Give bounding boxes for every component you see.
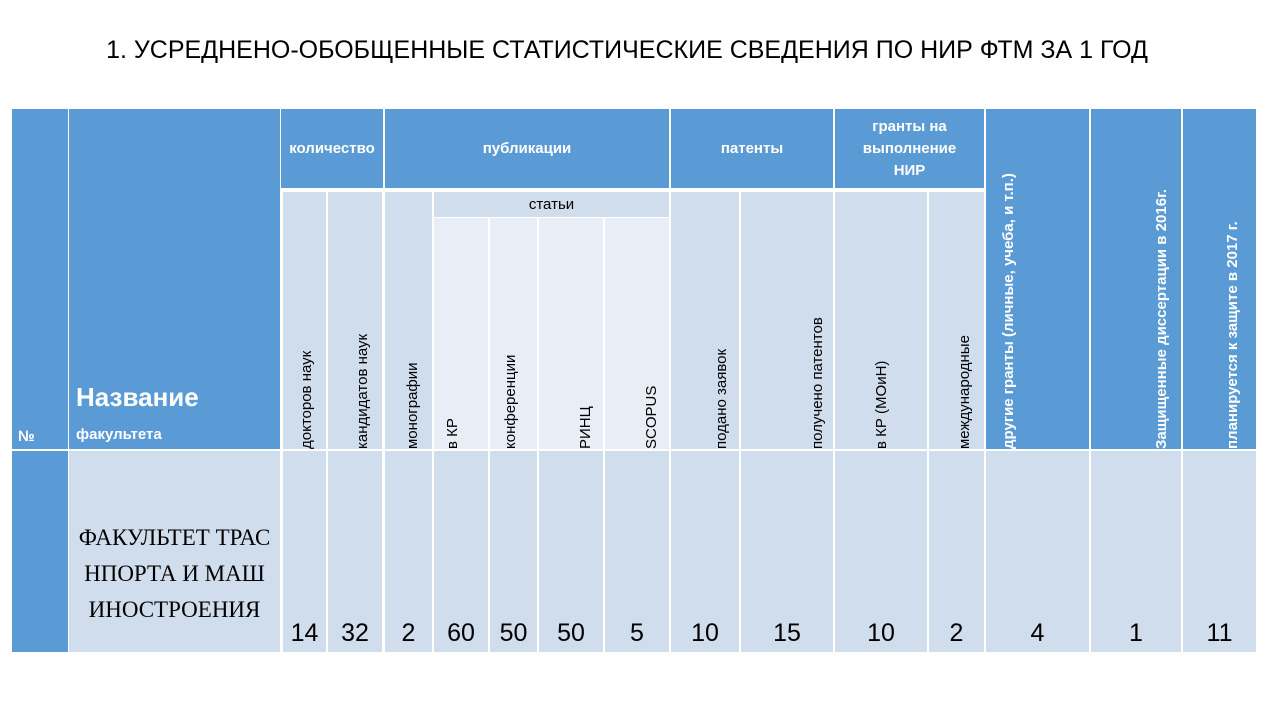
cell-scopus: 5 bbox=[605, 451, 669, 652]
cell-candidates: 32 bbox=[328, 451, 382, 652]
header-patents-label: патенты bbox=[720, 139, 784, 157]
subheader-grants-kr: в КР (МОиН) bbox=[835, 192, 927, 449]
header-grants bbox=[835, 109, 984, 188]
header-grants-label: гранты на выполнение НИР bbox=[862, 117, 957, 179]
cell-received: 15 bbox=[741, 451, 833, 652]
subheader-rinc: РИНЦ bbox=[539, 218, 603, 449]
cell-filed: 10 bbox=[671, 451, 739, 652]
cell-grants-kr: 10 bbox=[835, 451, 927, 652]
cell-rinc: 50 bbox=[539, 451, 603, 652]
header-name-title: Название bbox=[76, 382, 199, 412]
header-defended-label: Защищенные диссертации в 2016г. bbox=[1153, 189, 1170, 449]
row-faculty-label: ФАКУЛЬТЕТ ТРАСНПОРТА И МАШИНОСТРОЕНИЯ bbox=[78, 524, 271, 622]
header-other-grants-label: другие гранты (личные, учеба, и т.п.) bbox=[1000, 173, 1017, 449]
row-faculty-name bbox=[69, 451, 280, 652]
subheader-articles-label: статьи bbox=[528, 196, 575, 213]
subheader-filed: подано заявок bbox=[671, 192, 739, 449]
subheader-international: международные bbox=[929, 192, 984, 449]
subheader-monographs: монографии bbox=[385, 192, 432, 449]
header-count-label: количество bbox=[289, 139, 375, 157]
subheader-candidates: кандидатов наук bbox=[328, 192, 382, 449]
header-name-subtitle: факультета bbox=[76, 426, 162, 443]
header-defended bbox=[1091, 109, 1181, 449]
cell-monographs: 2 bbox=[385, 451, 432, 652]
page-title: 1. УСРЕДНЕНО-ОБОБЩЕННЫЕ СТАТИСТИЧЕСКИЕ СВЕДЕНИЯ ПО НИР ФТМ ЗА 1 ГОД bbox=[106, 36, 1148, 64]
cell-doctors: 14 bbox=[283, 451, 326, 652]
header-no-cell bbox=[12, 109, 68, 449]
subheader-received: получено патентов bbox=[741, 192, 833, 449]
header-publications bbox=[385, 109, 669, 188]
header-publications-label: публикации bbox=[482, 139, 572, 157]
subheader-doctors: докторов наук bbox=[283, 192, 326, 449]
cell-defended: 1 bbox=[1091, 451, 1181, 652]
header-patents bbox=[671, 109, 833, 188]
cell-planned: 11 bbox=[1183, 451, 1256, 652]
cell-conferences: 50 bbox=[490, 451, 537, 652]
subheader-conferences: конференции bbox=[490, 218, 537, 449]
header-no: № bbox=[18, 428, 35, 445]
cell-other-grants: 4 bbox=[986, 451, 1089, 652]
row-no bbox=[12, 451, 68, 652]
cell-international: 2 bbox=[929, 451, 984, 652]
cell-in-kr: 60 bbox=[434, 451, 488, 652]
header-planned-label: планируется к защите в 2017 г. bbox=[1224, 221, 1241, 449]
header-other-grants bbox=[986, 109, 1089, 449]
subheader-scopus: SCOPUS bbox=[605, 218, 669, 449]
header-count bbox=[281, 109, 383, 188]
subheader-in-kr: в КР bbox=[434, 218, 488, 449]
header-planned bbox=[1183, 109, 1256, 449]
subheader-articles bbox=[434, 192, 669, 217]
